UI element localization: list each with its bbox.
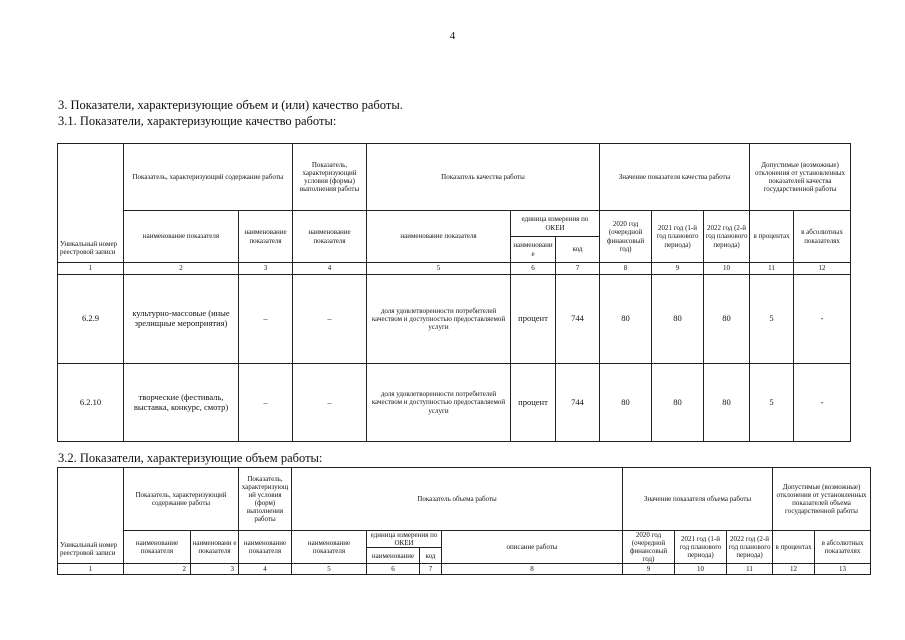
header-volume-values: Значение показателя объема работы bbox=[623, 468, 773, 531]
quality-table bbox=[57, 143, 851, 442]
header-content-indicator: Показатель, характеризующий содержание работы bbox=[124, 468, 239, 531]
column-number: 7 bbox=[556, 263, 600, 275]
header-deviations: Допустимые (возможные) отклонения от установленных показателей качества государственной работы bbox=[750, 144, 851, 211]
column-number: 1 bbox=[58, 263, 124, 275]
row-id: 6.2.10 bbox=[58, 364, 124, 442]
page-number: 4 bbox=[449, 30, 456, 42]
column-number: 9 bbox=[623, 564, 675, 575]
column-number: 10 bbox=[704, 263, 750, 275]
section-heading: 3. Показатели, характеризующие объем и (или) качество работы. bbox=[58, 98, 403, 112]
header-indicator-name: наименование показателя bbox=[239, 531, 292, 564]
column-number: 8 bbox=[600, 263, 652, 275]
unit-name: процент bbox=[511, 275, 556, 364]
column-number: 8 bbox=[442, 564, 623, 575]
value-2021: 80 bbox=[652, 275, 704, 364]
header-quality-values: Значение показателя качества работы bbox=[600, 144, 750, 211]
header-work-description: описание работы bbox=[442, 531, 623, 564]
header-indicator-name: наименование показателя bbox=[124, 211, 239, 263]
work-content: творческие (фестиваль, выставка, конкурс, смотр) bbox=[124, 364, 239, 442]
value-2022: 80 bbox=[704, 364, 750, 442]
header-conditions-indicator: Показатель, характеризующий условия (формы) выполнения работы bbox=[293, 144, 367, 211]
column-number: 3 bbox=[239, 263, 293, 275]
table-row bbox=[58, 275, 851, 364]
header-indicator-name: наименование показателя bbox=[124, 531, 191, 564]
header-unique-number: Уникальный номер реестровой записи bbox=[58, 468, 124, 564]
value-2022: 80 bbox=[704, 275, 750, 364]
header-year-2020: 2020 год (очередной финансовый год) bbox=[600, 211, 652, 263]
column-number: 1 bbox=[58, 564, 124, 575]
header-unit-name: наименовани е bbox=[511, 237, 556, 263]
header-deviations: Допустимые (возможные) отклонения от установленных показателей объема государственной работы bbox=[773, 468, 871, 531]
header-percent: в процентах bbox=[773, 531, 815, 564]
quality-indicator: доля удовлетворенности потребителей качеством и доступностью предоставляемой услуги bbox=[367, 275, 511, 364]
row-id: 6.2.9 bbox=[58, 275, 124, 364]
unit-name: процент bbox=[511, 364, 556, 442]
value-2020: 80 bbox=[600, 364, 652, 442]
deviation-percent: 5 bbox=[750, 275, 794, 364]
column-number: 9 bbox=[652, 263, 704, 275]
column-number: 5 bbox=[292, 564, 367, 575]
header-quality-indicator-name: наименование показателя bbox=[367, 211, 511, 263]
header-year-2022: 2022 год (2-й год планового периода) bbox=[727, 531, 773, 564]
quality-indicator: доля удовлетворенности потребителей качеством и доступностью предоставляемой услуги bbox=[367, 364, 511, 442]
header-absolute: в абсолютных показателях bbox=[815, 531, 871, 564]
header-year-2021: 2021 год (1-й год планового периода) bbox=[652, 211, 704, 263]
column-number: 2 bbox=[124, 263, 239, 275]
column-number: 6 bbox=[511, 263, 556, 275]
header-indicator-name: наименование показателя bbox=[239, 211, 293, 263]
column-number: 12 bbox=[794, 263, 851, 275]
header-content-indicator: Показатель, характеризующий содержание работы bbox=[124, 144, 293, 211]
subsection-heading-volume: 3.2. Показатели, характеризующие объем работы: bbox=[58, 451, 323, 465]
header-conditions-indicator: Показатель, характеризующ ий условия (форм) выполнения работы bbox=[239, 468, 292, 531]
deviation-absolute: - bbox=[794, 364, 851, 442]
header-percent: в процентах bbox=[750, 211, 794, 263]
volume-table bbox=[57, 467, 871, 575]
header-indicator-name: наименовани е показателя bbox=[191, 531, 239, 564]
deviation-absolute: - bbox=[794, 275, 851, 364]
condition-value: – bbox=[293, 364, 367, 442]
unit-code: 744 bbox=[556, 364, 600, 442]
header-indicator-name: наименование показателя bbox=[293, 211, 367, 263]
header-unit-code: код bbox=[556, 237, 600, 263]
deviation-percent: 5 bbox=[750, 364, 794, 442]
column-number: 7 bbox=[420, 564, 442, 575]
column-number: 13 bbox=[815, 564, 871, 575]
column-number: 6 bbox=[367, 564, 420, 575]
column-number: 2 bbox=[124, 564, 191, 575]
subsection-heading-quality: 3.1. Показатели, характеризующие качество работы: bbox=[58, 114, 337, 128]
work-content: культурно-массовые (иные зрелищные мероприятия) bbox=[124, 275, 239, 364]
column-number: 10 bbox=[675, 564, 727, 575]
header-absolute: в абсолютных показателях bbox=[794, 211, 851, 263]
header-quality-indicator: Показатель качества работы bbox=[367, 144, 600, 211]
unit-code: 744 bbox=[556, 275, 600, 364]
column-number: 5 bbox=[367, 263, 511, 275]
header-unit-name: наименование bbox=[367, 548, 420, 564]
value-2021: 80 bbox=[652, 364, 704, 442]
value-2020: 80 bbox=[600, 275, 652, 364]
column-number: 11 bbox=[750, 263, 794, 275]
header-unique-number: Уникальный номер реестровой записи bbox=[58, 144, 124, 263]
header-indicator-name: наименование показателя bbox=[292, 531, 367, 564]
header-okei-unit: единица измерения по ОКЕИ bbox=[511, 211, 600, 237]
table-row bbox=[58, 364, 851, 442]
header-year-2022: 2022 год (2-й год планового периода) bbox=[704, 211, 750, 263]
content-value: – bbox=[239, 275, 293, 364]
header-volume-indicator: Показатель объема работы bbox=[292, 468, 623, 531]
column-number: 12 bbox=[773, 564, 815, 575]
column-number: 3 bbox=[191, 564, 239, 575]
header-unit-code: код bbox=[420, 548, 442, 564]
header-year-2020: 2020 год (очередной финансовый год) bbox=[623, 531, 675, 564]
header-okei-unit: единица измерения по ОКЕИ bbox=[367, 531, 442, 548]
condition-value: – bbox=[293, 275, 367, 364]
column-number: 11 bbox=[727, 564, 773, 575]
column-number: 4 bbox=[293, 263, 367, 275]
header-year-2021: 2021 год (1-й год планового периода) bbox=[675, 531, 727, 564]
column-number: 4 bbox=[239, 564, 292, 575]
content-value: – bbox=[239, 364, 293, 442]
